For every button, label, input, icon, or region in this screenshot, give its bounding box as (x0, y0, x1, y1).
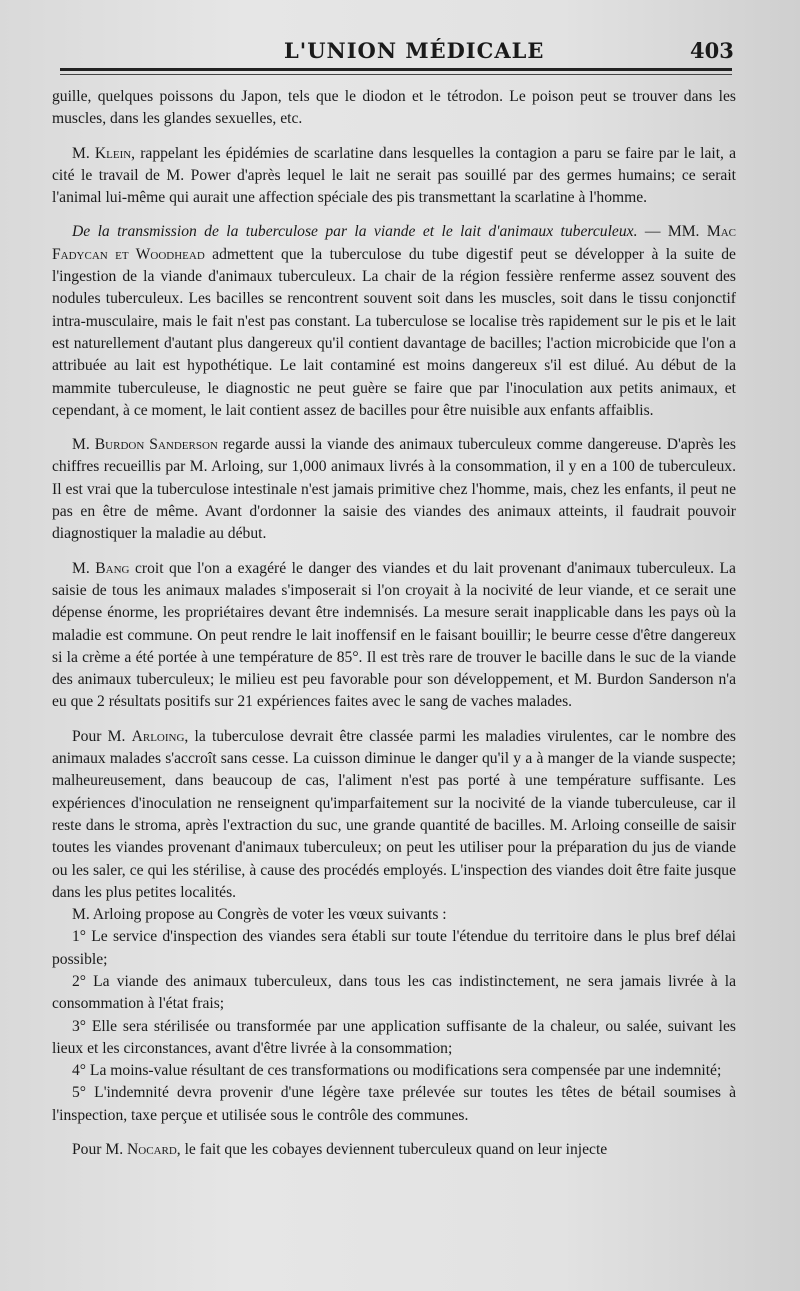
resolution-4: 4° La moins-value résultant de ces transformations ou modifications sera compensée par une indemnité; (72, 1062, 722, 1080)
paragraph-text: admettent que la tuberculose du tube digestif peut se développer à la suite de l'ingestion de la viande d'animaux tuberculeux. La chair de la région fessière renferme assez souvent des nodules tuberculeux. Les bacilles se rencontrent souvent soit dans les muscles, soit dans le tissu conjonctif intra-musculaire, mais le fait n'est pas constant. La tuberculose se localise très rapidement sur le pis et le lait est naturellement d'autant plus dangereux qu'il contient davantage de bacilles; l'action microbicide que l'on a attribuée au lait est hypothétique. Le lait contaminé est moins dangereux s'il est dilué. Au début de la mammite tuberculeuse, le diagnostic ne peut guère se faire que par l'inoculation aux petits animaux, et cependant, à ce moment, le lait contient assez de bacilles pour être nuisible aux enfants affaiblis. (52, 245, 736, 419)
paragraph-text: regarde aussi la viande des animaux tuberculeux comme dangereuse. D'après les chiffres recueillis par M. Arloing, sur 1,000 animaux livrés à la consommation, il y en a 100 de tuberculeux. Il est vrai que la tuberculose intestinale n'est jamais primitive chez l'homme, mais, chez les enfants, il peut ne pas en être de même. Avant d'ordonner la saisie des viandes des animaux atteints, il faudrait pouvoir diagnostiquer la maladie au début. (52, 436, 736, 543)
paragraph-transmission (52, 221, 736, 422)
running-title: L'UNION MÉDICALE (284, 38, 545, 63)
paragraph-nocard (52, 1139, 736, 1161)
paragraph-text: croit que l'on a exagéré le danger des viandes et du lait provenant d'animaux tuberculeux. La saisie de tous les animaux malades s'imposerait si l'on croyait à la nocivité de leur viande, et ce serait une dépense énorme, les propriétaires devant être indemnisés. La mesure serait inapplicable dans les pays où la maladie est commune. On peut rendre le lait inoffensif en le faisant bouillir; le beurre cesse d'être dangereux si la crème a été portée à une température de 85°. Il est très rare de trouver le bacille dans le suc de la viande des animaux tuberculeux; le milieu est peu favorable pour son développement, et M. Burdon Sanderson n'a eu que 2 résultats positifs sur 21 expériences faites avec le sang de vaches malades. (52, 559, 736, 711)
resolution-5: 5° L'indemnité devra provenir d'une légère taxe prélevée sur toutes les têtes de bétail soumises à l'inspection, taxe perçue et utilisée sous le contrôle des communes. (52, 1084, 736, 1124)
section-title: De la transmission de la tuberculose par la viande et le lait d'animaux tuberculeux. (72, 223, 638, 241)
speaker-name: M. Klein, (72, 144, 136, 162)
title-dash: — MM. (637, 223, 707, 241)
paragraph-arloing (52, 726, 736, 904)
header-rule-thin (60, 74, 732, 75)
paragraph-text: le fait que les cobayes deviennent tuberculeux quand on leur injecte (180, 1141, 608, 1159)
speaker-name: M. Burdon Sanderson (72, 436, 218, 454)
header-rule-thick (60, 68, 732, 71)
speaker-name: Arloing, (131, 727, 189, 745)
speaker-name: Nocard, (127, 1141, 181, 1159)
article-body (52, 86, 736, 1161)
paragraph-proposal: M. Arloing propose au Congrès de voter les vœux suivants : (72, 906, 447, 924)
paragraph-lead: Pour M. (72, 1141, 128, 1159)
paragraph-text: la tuberculose devrait être classée parmi les maladies virulentes, car le nombre des animaux malades s'accroît sans cesse. La cuisson diminue le danger qu'il y a à manger de la viande suspecte; malheureusement, dans beaucoup de cas, l'aliment n'est pas porté à une température suffisante. Les expériences d'inoculation ne renseignent qu'imparfaitement sur la nocivité de la viande tuberculeuse, car il reste dans le stroma, après l'extraction du suc, une grande quantité de bacilles. M. Arloing conseille de saisir toutes les viandes provenant d'animaux tuberculeux; on peut les utiliser pour la préparation du jus de viande ou les saler, ce qui les stérilise, à cause des procédés employés. L'inspection des viandes doit être faite jusque dans les plus petites localités. (52, 727, 736, 901)
speaker-name: Mac Fadycan et Woodhead (52, 223, 736, 263)
paragraph-continued: guille, quelques poissons du Japon, tels que le diodon et le tétrodon. Le poison peut se trouver dans les muscles, dans les glandes sexuelles, etc. (52, 88, 736, 128)
resolution-1: 1° Le service d'inspection des viandes sera établi sur toute l'étendue du territoire dans le plus bref délai possible; (52, 928, 736, 968)
page-number: 403 (690, 38, 734, 63)
resolution-3: 3° Elle sera stérilisée ou transformée par une application suffisante de la chaleur, ou salée, suivant les lieux et les circonstances, avant d'être livrée à la consommation; (52, 1017, 736, 1057)
page-header (0, 38, 800, 68)
paragraph-sanderson (52, 434, 736, 545)
paragraph-lead: Pour M. (72, 727, 132, 745)
speaker-name: M. Bang (72, 559, 130, 577)
paragraph-klein (52, 143, 736, 210)
paragraph-bang (52, 558, 736, 714)
paragraph-text: rappelant les épidémies de scarlatine dans lesquelles la contagion a paru se faire par le lait, a cité le travail de M. Power d'après lequel le lait ne serait pas souillé par des germes humains; ce serait l'animal lui-même qui aurait une affection spéciale des pis transmettant la scarlatine à l'homme. (52, 144, 736, 207)
resolution-2: 2° La viande des animaux tuberculeux, dans tous les cas indistinctement, ne sera jamais livrée à la consommation à l'état frais; (52, 972, 736, 1013)
